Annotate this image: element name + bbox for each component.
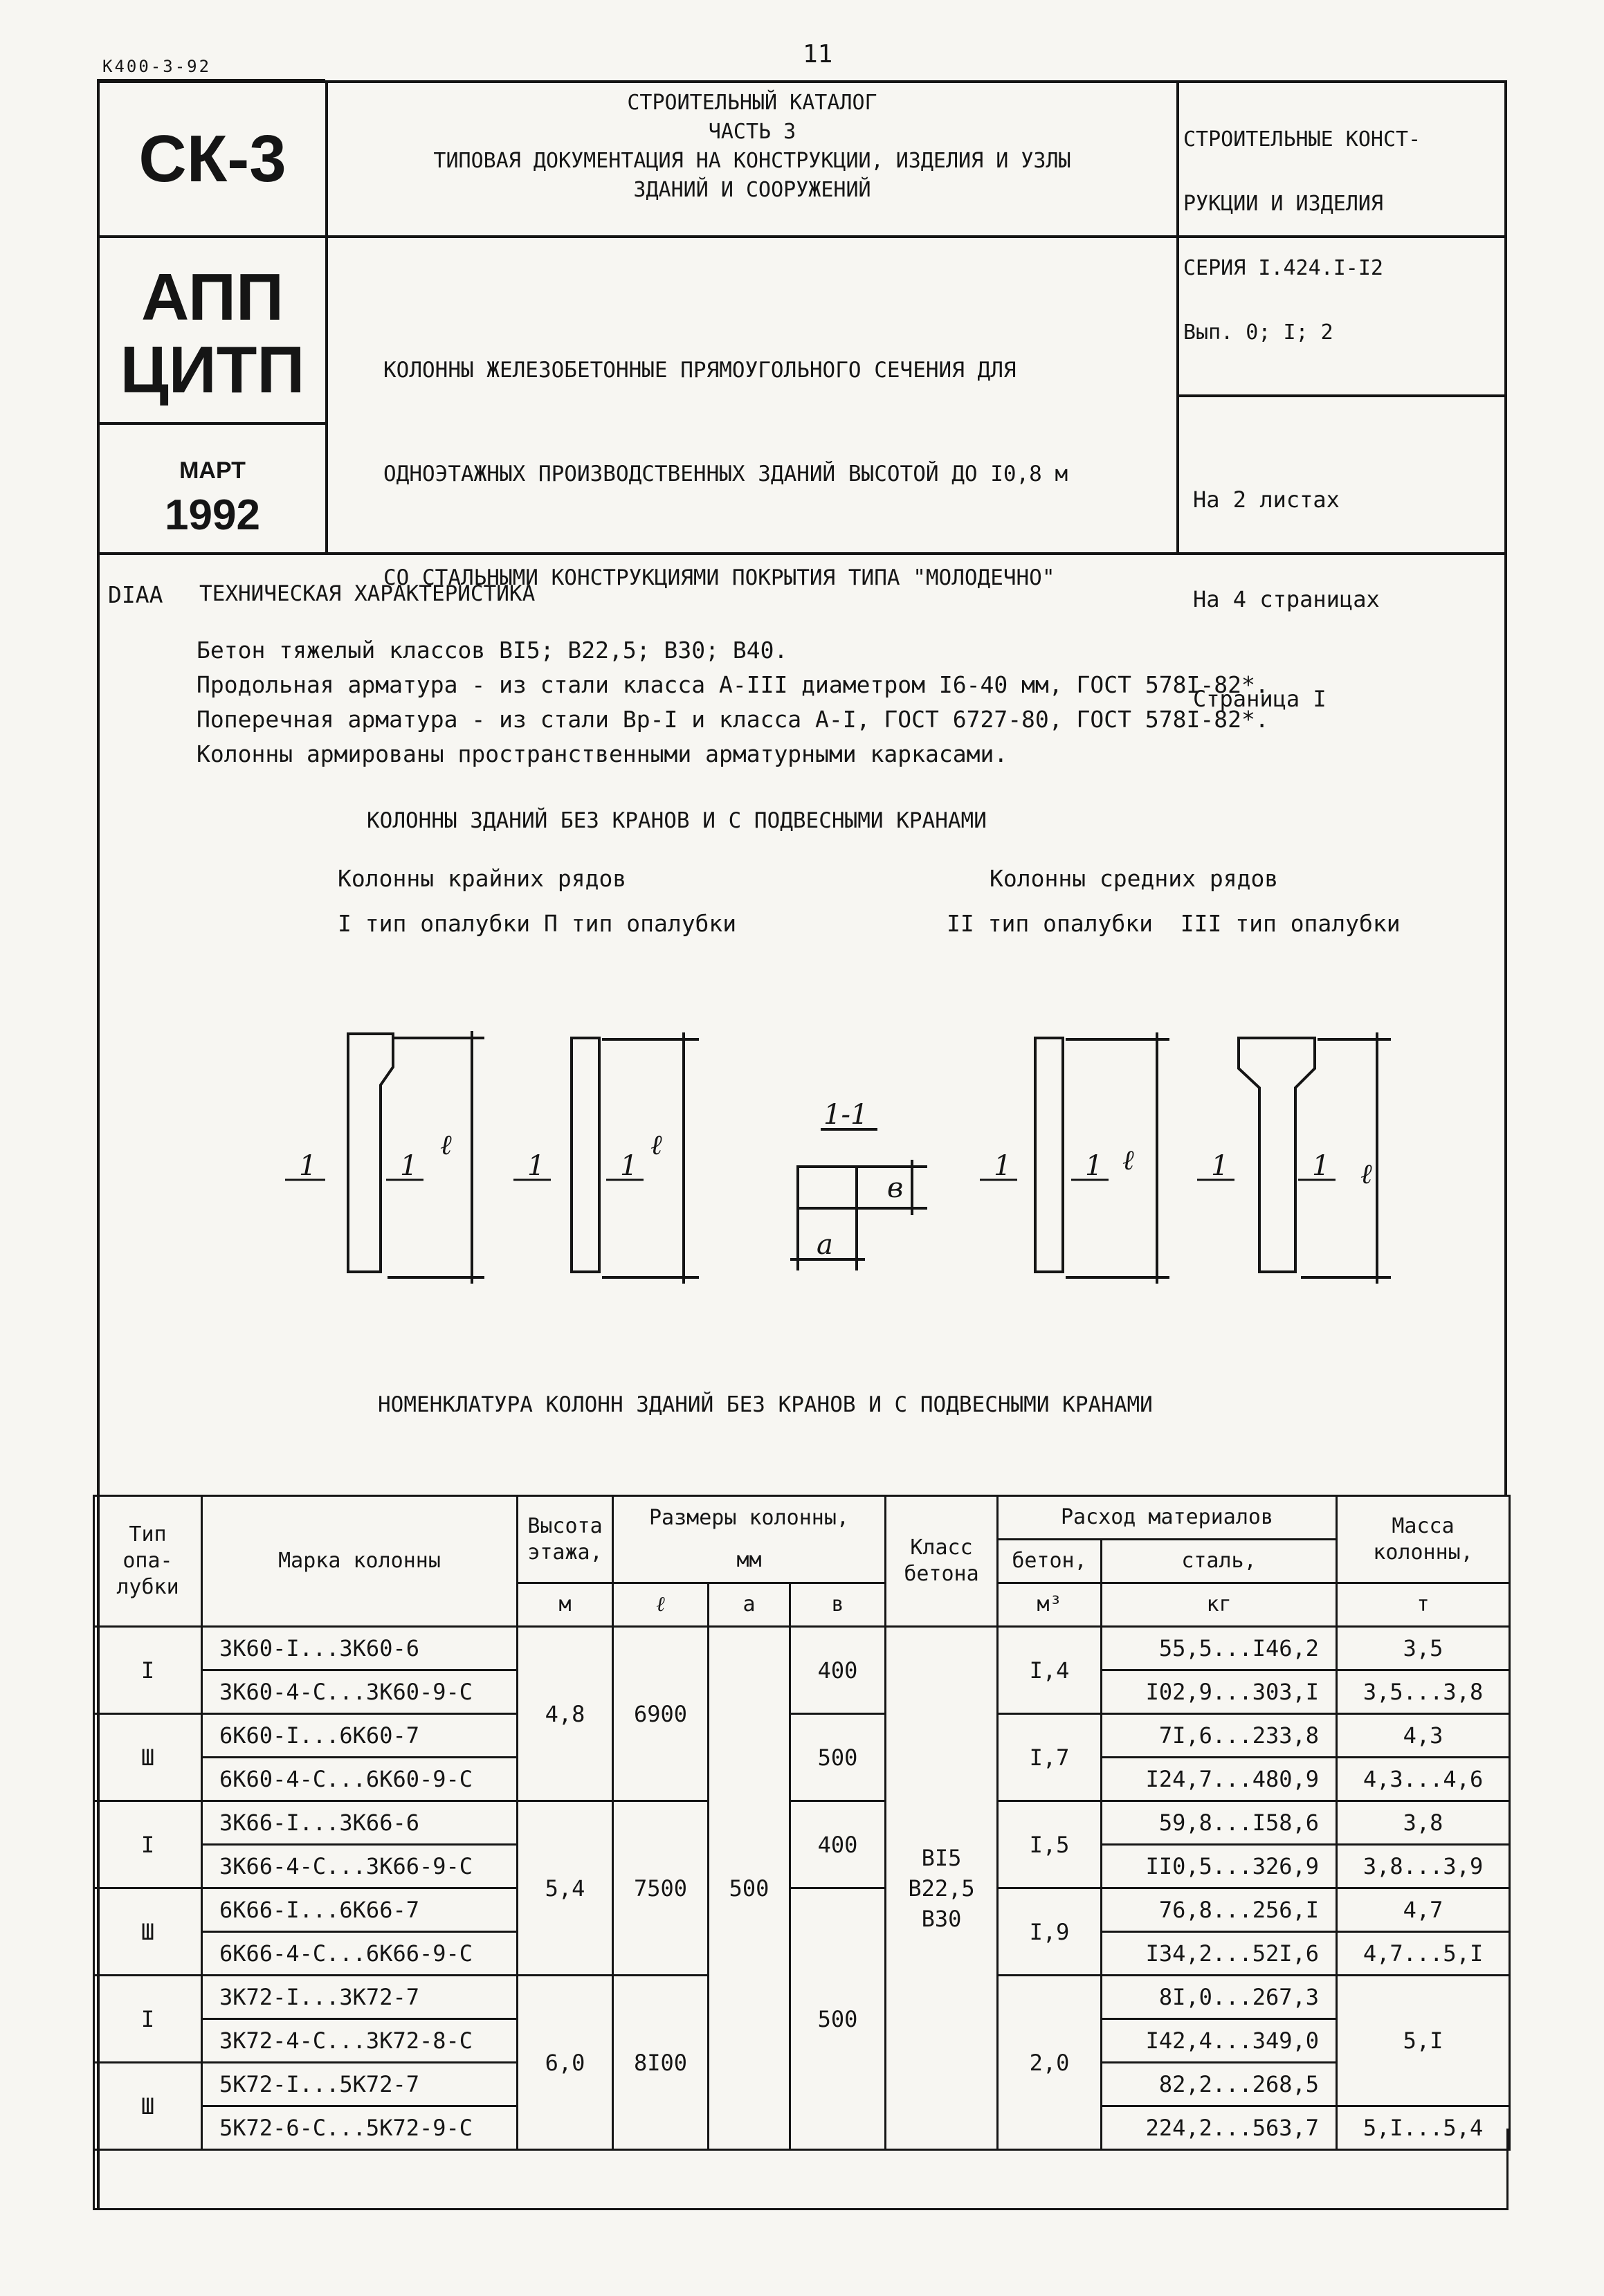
cell-mark: 3К60-4-С...3К60-9-С: [202, 1670, 518, 1714]
cell-steel: I34,2...52I,6: [1102, 1932, 1337, 1976]
col-steel-unit: кг: [1102, 1583, 1337, 1627]
col-concrete-header: бетон,: [998, 1540, 1102, 1583]
section-label: 1: [1312, 1150, 1330, 1182]
cell-steel: I24,7...480,9: [1102, 1758, 1337, 1801]
cut-label: 1-1: [823, 1099, 868, 1131]
series-line: СТРОИТЕЛЬНЫЕ КОНСТ-: [1183, 127, 1421, 152]
columns-table: [93, 1495, 1511, 2151]
group-middle-rows: Колонны средних рядов: [990, 865, 1279, 892]
col-dims-unit: мм: [613, 1540, 886, 1583]
table-row: [94, 1888, 1510, 1932]
col-b-header: в: [790, 1583, 886, 1627]
cell-mass: 5,I...5,4: [1337, 2106, 1510, 2150]
catalog-line: ЧАСТЬ 3: [708, 120, 796, 144]
spec-paragraph: Колонны армированы пространственными арматурными каркасами.: [197, 740, 1008, 767]
issue-month: МАРТ: [179, 457, 246, 484]
cell-concrete: I,4: [998, 1627, 1102, 1714]
cell-l: 8I00: [613, 1976, 709, 2150]
section-1-1: [790, 1129, 927, 1270]
cell-type: Ш: [94, 1888, 202, 1976]
section-label: 1: [620, 1150, 638, 1182]
cell-mark: 3К60-I...3К60-6: [202, 1627, 518, 1670]
section-title: ТЕХНИЧЕСКАЯ ХАРАКТЕРИСТИКА: [199, 581, 536, 606]
series-line: СЕРИЯ I.424.I-I2: [1183, 256, 1383, 280]
cell-mark: 3К72-4-С...3К72-8-С: [202, 2019, 518, 2063]
cell-steel: 8I,0...267,3: [1102, 1976, 1337, 2019]
cell-b: 500: [790, 1888, 886, 2150]
col-a-header: а: [709, 1583, 790, 1627]
group-outer-rows: Колонны крайних рядов: [338, 865, 627, 892]
cell-height: 6,0: [518, 1976, 613, 2150]
cell-steel: I42,4...349,0: [1102, 2019, 1337, 2063]
title-line: СО СТАЛЬНЫМИ КОНСТРУКЦИЯМИ ПОКРЫТИЯ ТИПА "МОЛОДЕЧНО": [383, 565, 1055, 590]
col-concrete-unit: м³: [998, 1583, 1102, 1627]
cell-steel: 224,2...563,7: [1102, 2106, 1337, 2150]
section-label: 1: [400, 1150, 418, 1182]
columns-subtitle: КОЛОННЫ ЗДАНИЙ БЕЗ КРАНОВ И С ПОДВЕСНЫМИ КРАНАМИ: [367, 808, 987, 833]
cell-type: Ш: [94, 1714, 202, 1801]
table-title: НОМЕНКЛАТУРА КОЛОНН ЗДАНИЙ БЕЗ КРАНОВ И С ПОДВЕСНЫМИ КРАНАМИ: [378, 1392, 1153, 1417]
series-line: Вып. 0; I; 2: [1183, 320, 1333, 345]
table-row: [94, 1801, 1510, 1845]
cell-steel: 7I,6...233,8: [1102, 1714, 1337, 1758]
spec-paragraph: Поперечная арматура - из стали Вр-I и класса А-I, ГОСТ 6727-80, ГОСТ 578I-82*.: [197, 706, 1269, 733]
length-label: ℓ: [1360, 1158, 1372, 1190]
col-l-header: ℓ: [613, 1583, 709, 1627]
section-label: 1: [1211, 1150, 1229, 1182]
cell-height: 4,8: [518, 1627, 613, 1801]
cell-b: 400: [790, 1627, 886, 1714]
section-label: 1: [527, 1150, 545, 1182]
cell-l: 6900: [613, 1627, 709, 1801]
sheet-line: На 2 листах: [1193, 486, 1340, 513]
section-label: 1: [299, 1150, 317, 1182]
cell-mass: 4,3: [1337, 1714, 1510, 1758]
cell-mark: 3К72-I...3К72-7: [202, 1976, 518, 2019]
sheet-line: Страница I: [1193, 686, 1327, 712]
series-line: РУКЦИИ И ИЗДЕЛИЯ: [1183, 192, 1383, 216]
table-row: [94, 1627, 1510, 1670]
col-mark-header: Марка колонны: [202, 1496, 518, 1627]
table-row: [94, 1714, 1510, 1758]
col-mass-header: Масса колонны,: [1337, 1496, 1510, 1583]
cell-steel: 82,2...268,5: [1102, 2063, 1337, 2106]
cell-mark: 3К66-4-С...3К66-9-С: [202, 1845, 518, 1888]
cell-mass: 3,5: [1337, 1627, 1510, 1670]
col-materials-header: Расход материалов: [998, 1496, 1337, 1540]
cell-mark: 5К72-6-С...5К72-9-С: [202, 2106, 518, 2150]
nomenclature-table: [93, 1495, 1509, 2151]
col-mass-unit: т: [1337, 1583, 1510, 1627]
cell-height: 5,4: [518, 1801, 613, 1976]
length-label: ℓ: [650, 1129, 662, 1161]
cell-class: BI5 B22,5 B30: [886, 1627, 998, 2150]
col-steel-header: сталь,: [1102, 1540, 1337, 1583]
length-label: ℓ: [1122, 1145, 1134, 1176]
catalog-line: СТРОИТЕЛЬНЫЙ КАТАЛОГ: [627, 91, 877, 115]
badge-sk3: СК-3: [138, 122, 286, 196]
badge-citp: ЦИТП: [120, 333, 305, 407]
width-label: а: [817, 1229, 833, 1261]
cell-steel: 59,8...I58,6: [1102, 1801, 1337, 1845]
cell-mass: 3,5...3,8: [1337, 1670, 1510, 1714]
cell-mark: 6К60-I...6К60-7: [202, 1714, 518, 1758]
figure-labels: [299, 1099, 1372, 1261]
section-label: 1: [1085, 1150, 1103, 1182]
cell-mark: 6К66-I...6К66-7: [202, 1888, 518, 1932]
document-code: К400-3-92: [102, 57, 212, 76]
cell-mass: 3,8...3,9: [1337, 1845, 1510, 1888]
depth-label: в: [887, 1172, 904, 1204]
badge-app: АПП: [140, 260, 284, 334]
cell-steel: 55,5...I46,2: [1102, 1627, 1337, 1670]
table-footer-box: [93, 2129, 1509, 2210]
cell-b: 400: [790, 1801, 886, 1888]
spec-paragraph: Продольная арматура - из стали класса А-III диаметром I6-40 мм, ГОСТ 578I-82*.: [197, 671, 1269, 698]
cell-type: I: [94, 1976, 202, 2063]
col-height-header: Высота этажа,: [518, 1496, 613, 1583]
page-number: 11: [803, 40, 833, 69]
title-line: КОЛОННЫ ЖЕЛЕЗОБЕТОННЫЕ ПРЯМОУГОЛЬНОГО СЕЧЕНИЯ ДЛЯ: [383, 358, 1017, 383]
cell-type: Ш: [94, 2063, 202, 2150]
spec-paragraph: Бетон тяжелый классов BI5; B22,5; B30; B40.: [197, 637, 788, 664]
cell-concrete: I,7: [998, 1714, 1102, 1801]
cell-mass: 4,7...5,I: [1337, 1932, 1510, 1976]
cell-b: 500: [790, 1714, 886, 1801]
cell-mass: 5,I: [1337, 1976, 1510, 2106]
section-code: DIAA: [108, 581, 163, 608]
section-label: 1: [994, 1150, 1012, 1182]
title-line: ОДНОЭТАЖНЫХ ПРОИЗВОДСТВЕННЫХ ЗДАНИЙ ВЫСОТОЙ ДО I0,8 м: [383, 462, 1068, 486]
cell-concrete: I,5: [998, 1801, 1102, 1888]
formwork-types-left: I тип опалубки П тип опалубки: [338, 910, 737, 937]
cell-steel: II0,5...326,9: [1102, 1845, 1337, 1888]
issue-year: 1992: [165, 491, 260, 539]
sheet-line: На 4 страницах: [1193, 586, 1380, 612]
catalog-line: ТИПОВАЯ ДОКУМЕНТАЦИЯ НА КОНСТРУКЦИИ, ИЗДЕЛИЯ И УЗЛЫ: [433, 149, 1071, 173]
formwork-types-right: II тип опалубки III тип опалубки: [947, 910, 1401, 937]
col-height-unit: м: [518, 1583, 613, 1627]
cell-concrete: 2,0: [998, 1976, 1102, 2150]
cell-mass: 3,8: [1337, 1801, 1510, 1845]
cell-mark: 5К72-I...5К72-7: [202, 2063, 518, 2106]
cell-steel: I02,9...303,I: [1102, 1670, 1337, 1714]
catalog-line: ЗДАНИЙ И СООРУЖЕНИЙ: [633, 178, 871, 202]
cell-type: I: [94, 1801, 202, 1888]
cell-mass: 4,3...4,6: [1337, 1758, 1510, 1801]
cell-mass: 4,7: [1337, 1888, 1510, 1932]
cell-l: 7500: [613, 1801, 709, 1976]
cell-mark: 6К60-4-С...6К60-9-С: [202, 1758, 518, 1801]
cell-mark: 3К66-I...3К66-6: [202, 1801, 518, 1845]
cell-concrete: I,9: [998, 1888, 1102, 1976]
col-dims-header: Размеры колонны,: [613, 1496, 886, 1540]
length-label: ℓ: [440, 1129, 452, 1161]
col-class-header: Класс бетона: [886, 1496, 998, 1627]
header-row-1: [94, 1496, 1510, 1540]
col-type-header: Тип опа-лубки: [94, 1496, 202, 1627]
cell-a: 500: [709, 1627, 790, 2150]
cell-mark: 6К66-4-С...6К66-9-С: [202, 1932, 518, 1976]
cell-type: I: [94, 1627, 202, 1714]
cell-steel: 76,8...256,I: [1102, 1888, 1337, 1932]
